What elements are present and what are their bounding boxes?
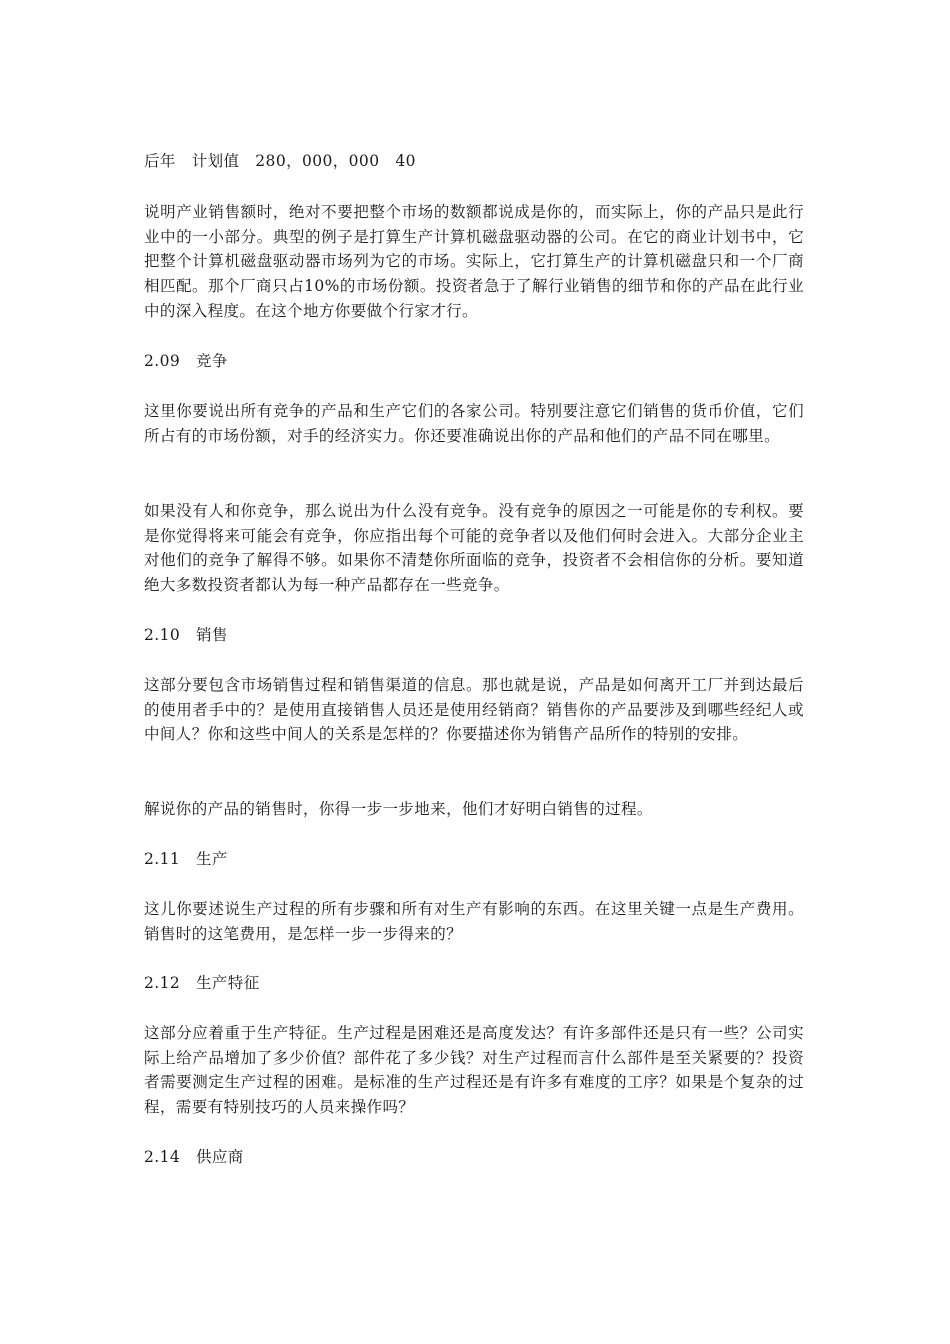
section-heading-sales: 2.10 销售	[144, 626, 228, 644]
paragraph-production-features: 这部分应着重于生产特征。生产过程是困难还是高度发达？有许多部件还是只有一些？公司实际上给产品增加了多少价值？部件花了多少钱？对生产过程而言什么部件是至关紧要的？投资者需要测定生产过程的困难。是标准的生产过程还是有许多有难度的工序？如果是个复杂的过程，需要有特别技巧的人员来操作吗？	[144, 1024, 804, 1117]
paragraph-industry-sales: 说明产业销售额时，绝对不要把整个市场的数额都说成是你的，而实际上，你的产品只是此行业中的一小部分。典型的例子是打算生产计算机磁盘驱动器的公司。在它的商业计划书中，它把整个计算机磁盘驱动器市场列为它的市场。实际上，它打算生产的计算机磁盘只和一个厂商相匹配。那个厂商只占10%的市场份额。投资者急于了解行业销售的细节和你的产品在此行业中的深入程度。在这个地方你要做个行家才行。	[144, 203, 804, 320]
table-row-fragment: 后年 计划值 280，000，000 40	[144, 152, 416, 170]
paragraph-competition-1: 这里你要说出所有竞争的产品和生产它们的各家公司。特别要注意它们销售的货币价值，它们所占有的市场份额，对手的经济实力。你还要准确说出你的产品和他们的产品不同在哪里。	[144, 402, 804, 445]
section-heading-competition: 2.09 竞争	[144, 352, 228, 370]
paragraph-competition-2: 如果没有人和你竞争，那么说出为什么没有竞争。没有竞争的原因之一可能是你的专利权。要是你觉得将来可能会有竞争，你应指出每个可能的竞争者以及他们何时会进入。大部分企业主对他们的竞争了解得不够。如果你不清楚你所面临的竞争，投资者不会相信你的分析。要知道绝大多数投资者都认为每一种产品都存在一些竞争。	[144, 502, 804, 595]
section-heading-suppliers: 2.14 供应商	[144, 1148, 244, 1166]
paragraph-sales-2: 解说你的产品的销售时，你得一步一步地来，他们才好明白销售的过程。	[144, 800, 653, 818]
section-heading-production-features: 2.12 生产特征	[144, 974, 260, 992]
section-heading-production: 2.11 生产	[144, 850, 228, 868]
paragraph-production: 这儿你要述说生产过程的所有步骤和所有对生产有影响的东西。在这里关键一点是生产费用。销售时的这笔费用，是怎样一步一步得来的？	[144, 900, 804, 943]
paragraph-sales-1: 这部分要包含市场销售过程和销售渠道的信息。那也就是说，产品是如何离开工厂并到达最后的使用者手中的？是使用直接销售人员还是使用经销商？销售你的产品要涉及到哪些经纪人或中间人？你和这些中间人的关系是怎样的？你要描述你为销售产品所作的特别的安排。	[144, 676, 804, 744]
